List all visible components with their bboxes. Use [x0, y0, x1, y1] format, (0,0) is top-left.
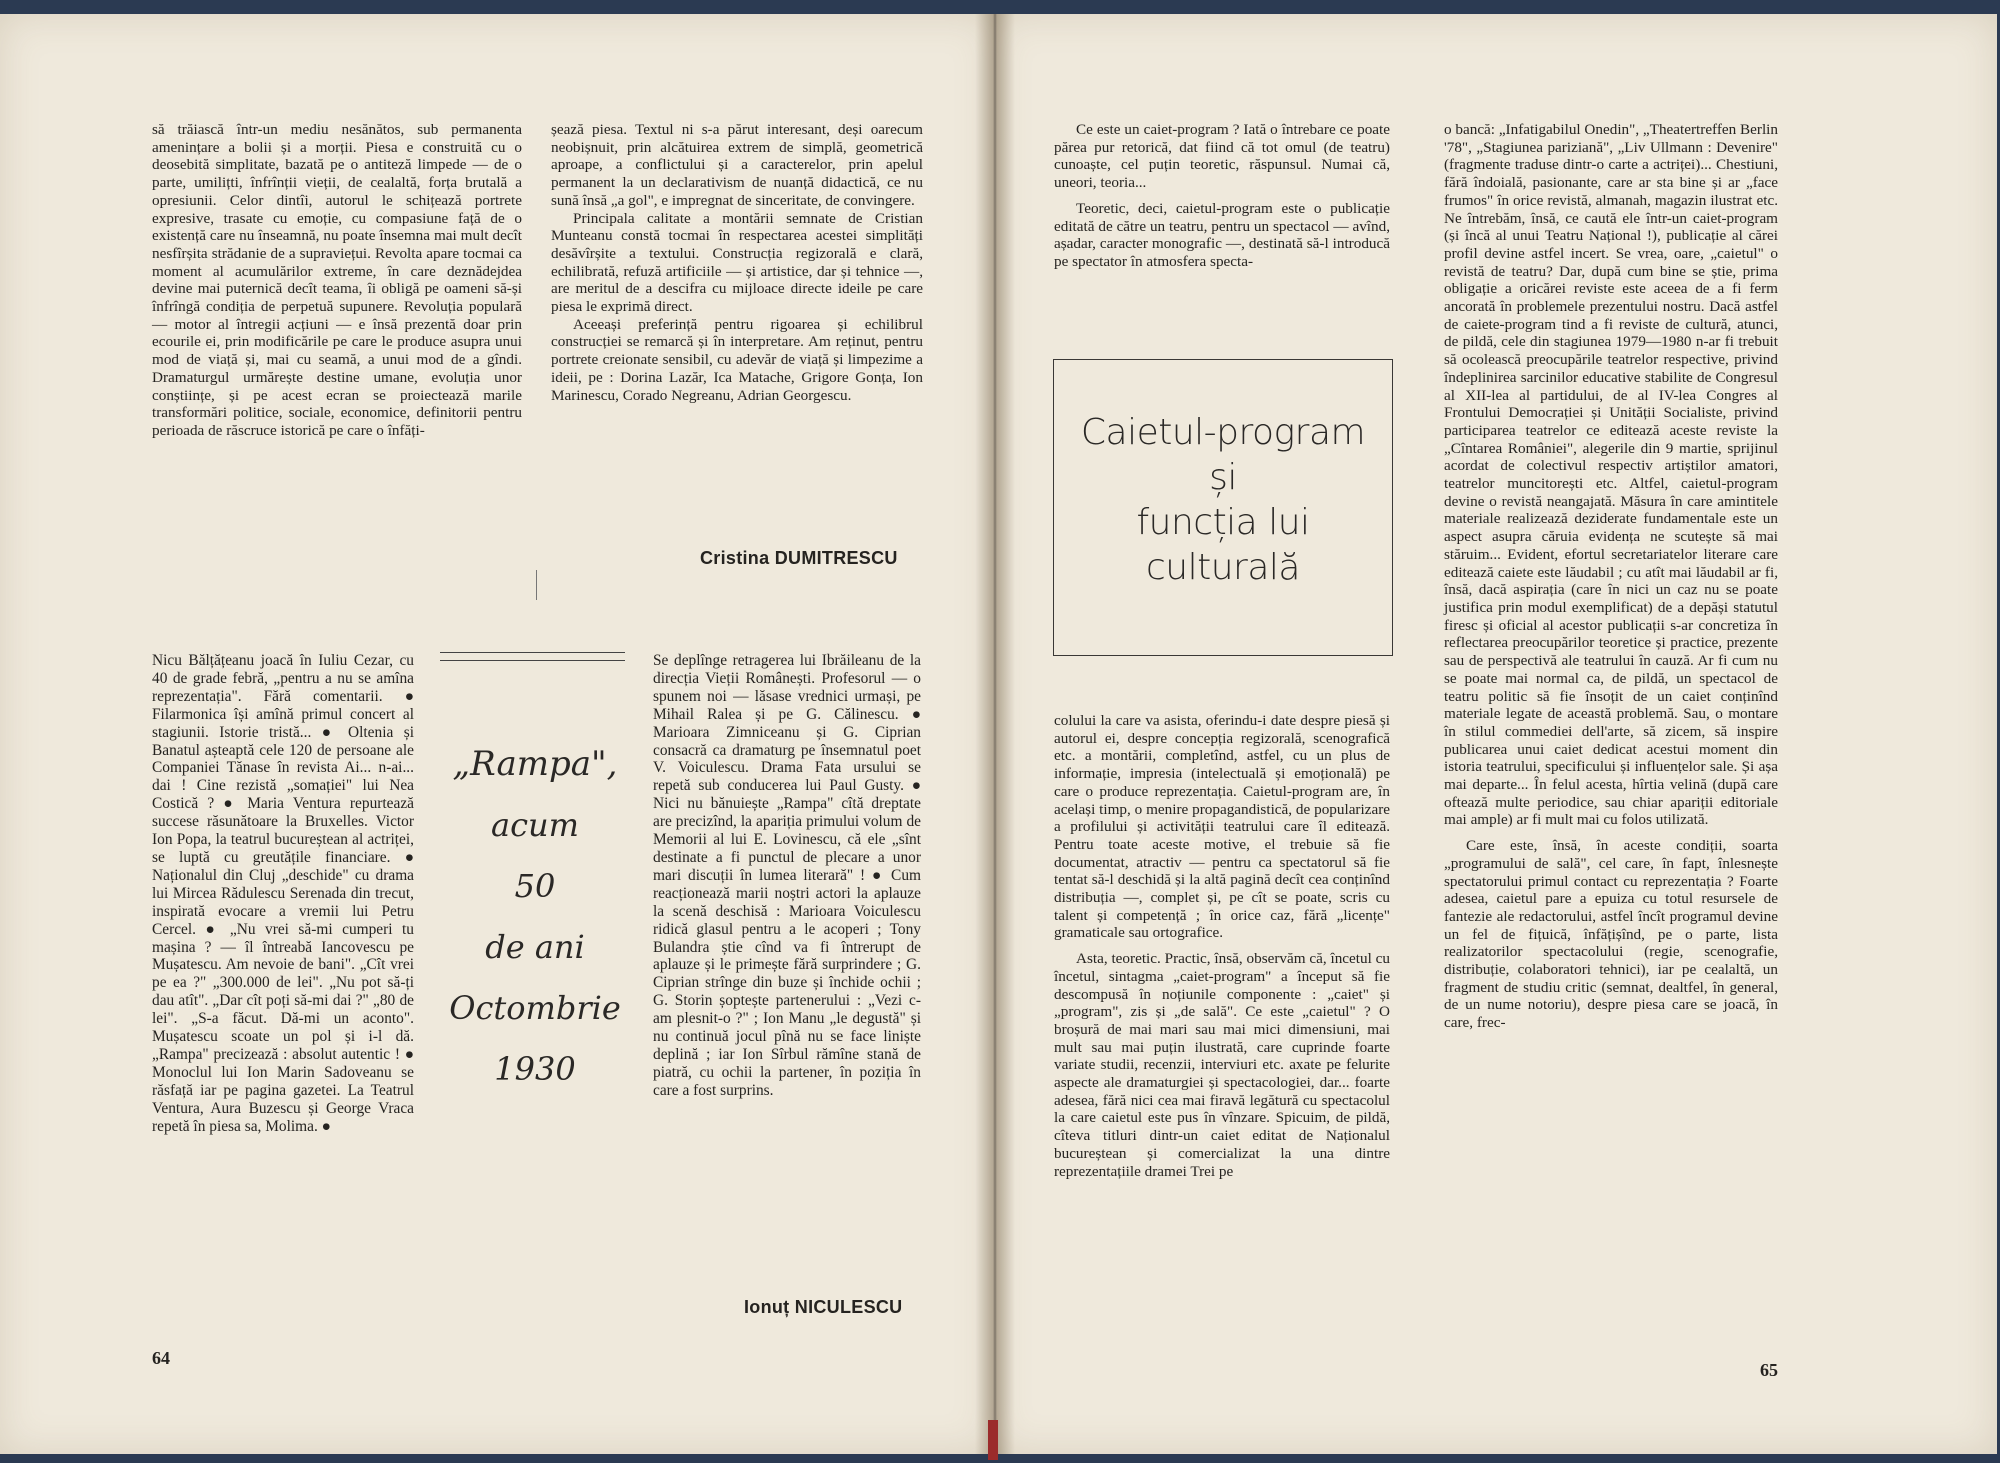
article-2-title-line: funcția lui: [1136, 502, 1310, 543]
page-number-right: 65: [1760, 1360, 1778, 1380]
article-1-paragraph: Aceeași preferință pentru rigoarea și echilibrul construcției se remarcă și în interpretare. Am reținut, pentru portrete creionate sensibil, cu adevăr de viață și limpezime a ideii, pe : Dorina Lazăr, Ica Matache, Grigore Gonța, Ion Marinescu, Corado Negreanu, Adrian Georgescu.: [551, 315, 923, 404]
article-2-title-line: culturală: [1146, 547, 1300, 588]
rampa-top-rule: [440, 652, 625, 653]
signature-ionut-niculescu: Ionuț NICULESCU: [744, 1297, 903, 1317]
article-1-column-1: [152, 121, 522, 440]
article-2-paragraph: Teoretic, deci, caietul-program este o publicație editată de către un teatru, pentru un spectacol — avînd, așadar, caracter monografic —, destinată să-l introducă pe spectator în atmosfera specta-: [1054, 199, 1390, 270]
rampa-heading-line: acum: [491, 806, 579, 844]
article-2-title-line: și: [1209, 457, 1237, 498]
rampa-column-2: [653, 652, 921, 1100]
rampa-heading-line: 50: [514, 867, 556, 905]
column-divider: [536, 570, 537, 600]
rampa-text-1: Nicu Bălțățeanu joacă în Iuliu Cezar, cu 40 de grade febră, „pentru a nu se amîna reprezentația". Fără comentarii. ● Filarmonica își amînă primul concert al stagiunii. Istorie tristă... ● Oltenia și Banatul așteaptă cele 120 de persoane ale Companiei Tănase în revista Ai... n-ai... dai ! Cine rezistă „somației" lui Nea Costică ? ● Maria Ventura repurtează succese răsunătoare la Bruxelles. Victor Ion Popa, la teatrul bucureștean al actriței, se luptă cu greutățile financiare. ● Naționalul din Cluj „deschide" cu drama lui Mircea Rădulescu Serenada din trecut, inspirată evocare a vremii lui Petru Cercel. ● „Nu vrei să-mi cumperi tu mașina ? — îl întreabă Iancovescu pe Mușatescu. Am nevoie de bani". „Cît vrei pe ea ?" „300.000 de lei". „Nu pot să-ți dau atît". „Dar cît poți să-mi dai ?" „80 de lei". „S-a făcut. Dă-mi un aconto". Mușatescu scoate un pol și i-l dă. „Rampa" precizează : absolut autentic ! ● Monoclul lui Ion Marin Sadoveanu se răsfață iar pe pagina gazetei. La Teatrul Ventura, Aura Buzescu și George Vraca repetă în piesa sa, Molima. ●: [152, 652, 414, 1135]
article-2-paragraph: o bancă: „Infatigabilul Onedin", „Theatertreffen Berlin '78", „Stagiunea pariziană", „Liv Ullmann : Devenire" (fragmente traduse dintr-o carte a actriței)... Chestiuni, fără îndoială, pasionante, care ar sta bine și ar „face frumos" în orice revistă, almanah, magazin ilustrat etc. Ne întrebăm, însă, ce caută ele într-un caiet-program (și încă al unui Teatru Național !), publicație al cărei profil devine astfel incert. Se vrea, oare, „caietul" o revistă de teatru? Dar, după cum bine se știe, prima obligație a oricărei reviste este aceea de a fi ferm ancorată în problemele prezentului nostru. Dacă astfel de caiete-program tind a fi reviste de cultură, atunci, de pildă, cele din stagiunea 1979—1980 n-ar fi trebuit să ocolească preocupările teatrelor respective, privind îndeplinirea sarcinilor educative stabilite de Congresul al XII-lea al partidului, de al IV-lea Congres al Frontului Democrației și Unității Socialiste, privind participarea teatrelor ce editează aceste reviste la „Cîntarea României", alegerile din 9 martie, sprijinul acordat de colectivul respectiv artiștilor amatori, teatrelor muncitorești etc. Altfel, caietul-program devine o revistă neangajată. Măsura în care amintitele materiale realizează deziderate fundamentale este un aspect asupra căruia evidența ne scutește să mai stăruim... Evident, efortul secretariatelor literare care editează caiete este lăudabil ; cu atît mai lăudabil ar fi, însă, dacă aspirația (care în nici un caz nu se poate justifica prin modul exemplificat) de a depăși statutul firesc și oficial al acestor publicații s-ar concretiza în reflectarea preocupărilor teoretice și practice, prezente sau de perspectivă ale teatrului în cauză. Ar fi cum nu se poate mai normal ca, de pildă, un spectacol de teatru politic să fie însoțit de un caiet conținînd materiale legate de această problemă. Sau, o montare în stilul commediei dell'arte, să zicem, să inspire publicarea unui caiet dedicat acestui moment din istoria teatrului, specificului și influențelor sale. Și așa mai departe... În felul acesta, hîrtia velină (după care oftează multe periodice, sau chiar apariții editoriale mai ample) ar fi mult mai cu folos utilizată.: [1444, 121, 1778, 829]
rampa-top-rule-2: [440, 660, 625, 661]
article-1-paragraph: să trăiască într-un mediu nesănătos, sub permanenta amenințare a bolii și a morții. Piesa e construită cu o deosebită simplitate, bazată pe o antiteză limpede — de o parte, umilițti, înfrînții vieții, de cealaltă, forța brutală a opresiunii. Celor dintîi, autorul le schițează portrete expresive, trasate cu emoție, cu compasiune față de o existență care nu înseamnă, nu poate însemna mai mult decît nesfîrșita strădanie de a supraviețui. Revolta apare tocmai ca moment al acumulărilor extreme, în care deznădejdea devine mai puternică decît teama, îi obligă pe oameni să-și înfrîngă condiția de perpetuă supunere. Revoluția populară — motor al întregii acțiuni — e însă prezentă doar prin ecourile ei, prin modificările pe care le produce asupra unui mod de viață și, mai cu seamă, a unui mod de a gîndi. Dramaturgul urmărește destine umane, evoluția unor conștiințe, și pe acest ecran se proiectează marile transformări politice, sociale, economice, definitorii pentru perioada de răscruce istorică pe care o înfăți-: [152, 121, 522, 439]
rampa-column-1: [152, 652, 414, 1135]
rampa-heading: [430, 740, 640, 1094]
article-1-paragraph: șează piesa. Textul ni s-a părut interesant, deși oarecum neobișnuit, prin alcătuirea extrem de simplă, geometrică aproape, a conflictului și a caracterelor, prin apelul permanent la un declarativism de nuanță didactică, ce nu sună însă „a gol", e impregnat de sinceritate, de convingere.: [551, 121, 923, 209]
article-1-column-2: [551, 121, 923, 404]
article-2-paragraph: Care este, însă, în aceste condiții, soarta „programului de sală", cel care, în fapt, înlesnește spectatorului primul contact cu reprezentația ? Foarte adesea, caietul pare a epuiza cu totul resursele de fantezie ale redactorului, astfel încît programul devine un fel de fițuică, înfățișînd, pe o parte, lista realizatorilor spectacolului (regie, scenografie, distribuție, colaboratori tehnici), iar pe cealaltă, un fragment de studiu critic (semnat, dealtfel, în general, de un nume notoriu), despre piesa care se joacă, în care, frec-: [1444, 837, 1778, 1032]
article-2-intro-column: [1054, 121, 1390, 271]
rampa-heading-line: Octombrie: [449, 989, 621, 1027]
article-2-paragraph: colului la care va asista, oferindu-i date despre piesă și autorul ei, despre concepția regizorală, scenografică etc. a montării, completînd, astfel, cu un plus de informație, impresia (intelectuală și emoțională) pe care o produce reprezentația. Caietul-program are, în același timp, o menire propagandistică, de popularizare a profilului și activității teatrului care îl editează. Pentru toate aceste motive, el trebuie să fie documentat, atractiv — pentru ca spectatorul să fie tentat să-l deschidă și la altă pagină decît cea conținînd distribuția —, complet și, pe cît se poate, scris cu talent și competență ; în orice caz, fără „licențe" gramaticale sau ortografice.: [1054, 712, 1390, 942]
rampa-heading-line: „Rampa",: [452, 744, 618, 784]
signature-cristina-dumitrescu: Cristina DUMITRESCU: [700, 548, 898, 568]
page-number-left: 64: [152, 1348, 170, 1368]
rampa-heading-line: 1930: [494, 1050, 576, 1088]
article-2-column-1: [1054, 712, 1390, 1180]
article-2-paragraph: Ce este un caiet-program ? Iată o întrebare ce poate părea pur retorică, dat fiind că tot omul (de teatru) cunoaște, cel puțin teoretic, răspunsul. Numai că, uneori, teoria...: [1054, 121, 1390, 192]
article-2-title-line: Caietul-program: [1080, 412, 1366, 453]
rampa-heading-line: de ani: [485, 928, 585, 966]
article-2-paragraph: Asta, teoretic. Practic, însă, observăm că, încetul cu încetul, sintagma „caiet-program" a început să fie descompusă în noțiunile componente : „caiet" și „program", zis și „de sală". Ce este „caietul" ? O broșură de mai mari sau mai mici dimensiuni, mai mult sau mai puțin ilustrată, care cuprinde foarte variate studii, recenzii, interviuri etc. axate pe felurite aspecte ale dramaturgiei și spectacologiei, dar... foarte adesea, fără nici cea mai firavă legătură cu spectacolul la care caietul este pus în vînzare. Spicuim, de pildă, cîteva titluri dintr-un caiet editat de Naționalul bucureștean și comercializat la una dintre reprezentațiile dramei Trei pe: [1054, 950, 1390, 1180]
article-2-title-box: [1053, 359, 1393, 656]
rampa-text-2: Se deplînge retragerea lui Ibrăileanu de la direcția Vieții Românești. Profesorul — o spunem noi — lăsase vrednici urmași, pe Mihail Ralea și pe G. Călinescu. ● Marioara Zimniceanu și G. Ciprian consacră ca dramaturg pe însemnatul poet V. Voiculescu. Drama Fata ursului se repetă sub conducerea lui Paul Gusty. ● Nici nu bănuiește „Rampa" cîtă dreptate are precizînd, la apariția primului volum de Memorii al lui E. Lovinescu, că ele „sînt destinate a fi punctul de plecare a unor mari discuții în lumea literară" ! ● Cum reacționează marii noștri actori la aplauze la scenă deschisă : Marioara Voiculescu ridică glasul pentru a le acoperi ; Tony Bulandra știe cînd va fi întrerupt de aplauze și le primește fără surprindere ; G. Ciprian strînge din buze și închide ochii ; G. Storin șoptește partenerului : „Vezi c-am plesnit-o ?" ; Ion Manu „le degustă" și nu continuă jocul pînă nu se face liniște deplină ; iar Ion Sîrbul rămîne stană de piatră, cu ochii la partener, în poziția în care a fost surprins.: [653, 652, 921, 1099]
article-2-title: [1054, 410, 1392, 590]
article-1-paragraph: Principala calitate a montării semnate de Cristian Munteanu constă tocmai în respectarea acestei simplități desăvîrșite a textului. Construcția regizorală e clară, echilibrată, refuză artificiile — și artistice, dar și tehnice —, are meritul de a descifra cu mijloace directe ideile pe care piesa le exprimă direct.: [551, 209, 923, 316]
spine-bookmark-ribbon: [988, 1420, 998, 1460]
article-2-column-2: [1444, 121, 1778, 1032]
